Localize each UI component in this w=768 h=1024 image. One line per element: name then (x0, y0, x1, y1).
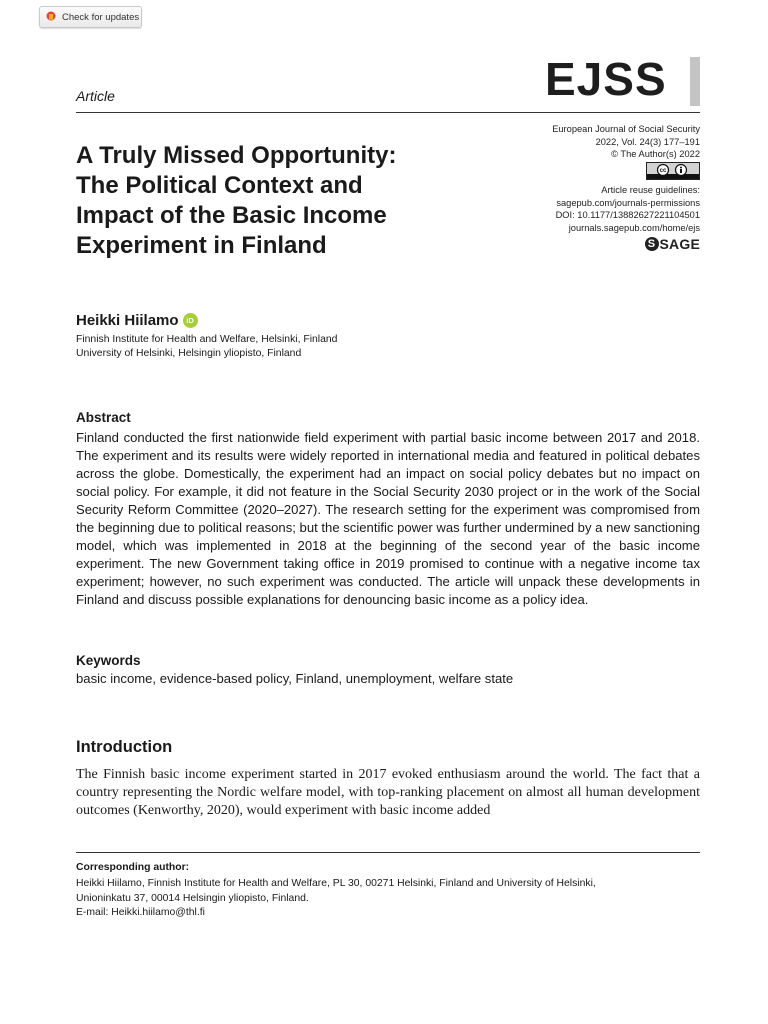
title-line: Impact of the Basic Income (76, 202, 387, 229)
doi[interactable]: DOI: 10.1177/13882627221104501 (555, 210, 700, 220)
introduction-heading: Introduction (76, 738, 173, 756)
corresponding-line: Unioninkatu 37, 00014 Helsingin yliopisto, Finland. (76, 892, 309, 904)
affiliation: Finnish Institute for Health and Welfare, Helsinki, Finland (76, 334, 338, 345)
author (76, 312, 198, 329)
publisher-logo (645, 236, 700, 252)
keywords-heading: Keywords (76, 653, 141, 668)
corresponding-author-details (76, 877, 700, 921)
logo-accent-bar (690, 57, 700, 106)
title-line: A Truly Missed Opportunity: (76, 142, 397, 169)
author-name: Heikki Hiilamo (76, 312, 179, 329)
check-for-updates-button[interactable] (39, 6, 142, 28)
introduction-text: The Finnish basic income experiment started in 2017 evoked enthusiasm around the world. The fact that a country representing the Nordic welfare model, with top-ranking placement on almost all human development outcomes (Kenworthy, 2020), would experiment with basic income added (76, 767, 700, 818)
title-line: Experiment in Finland (76, 232, 327, 259)
publication-metadata (440, 123, 700, 234)
keywords-text: basic income, evidence-based policy, Finland, unemployment, welfare state (76, 671, 514, 686)
publisher-name: SAGE (659, 236, 700, 252)
title-line: The Political Context and (76, 172, 363, 199)
copyright: © The Author(s) 2022 (611, 149, 700, 159)
reuse-label: Article reuse guidelines: (601, 185, 700, 195)
journal-name: European Journal of Social Security (552, 124, 700, 134)
article-type: Article (76, 88, 115, 104)
journal-logo: EJSS (545, 53, 667, 105)
orcid-icon[interactable]: iD (183, 313, 198, 328)
sage-s-icon: S (645, 237, 659, 251)
bookmark-icon (46, 11, 56, 23)
corresponding-line: Heikki Hiilamo, Finnish Institute for Health and Welfare, PL 30, 00271 Helsinki, Finland and University of Helsinki, (76, 878, 596, 889)
affiliation: University of Helsinki, Helsingin yliopisto, Finland (76, 348, 302, 359)
creative-commons-by-icon[interactable] (646, 162, 700, 180)
footnote-divider (76, 852, 700, 853)
svg-text:cc: cc (659, 167, 667, 174)
journal-homepage-link[interactable]: journals.sagepub.com/home/ejs (568, 222, 700, 233)
affiliations (76, 333, 337, 361)
volume-info: 2022, Vol. 24(3) 177–191 (595, 136, 700, 147)
corresponding-author-heading: Corresponding author: (76, 862, 190, 873)
corresponding-email[interactable]: E-mail: Heikki.hiilamo@thl.fi (76, 907, 205, 918)
check-for-updates-label: Check for updates (62, 11, 140, 23)
abstract-heading: Abstract (76, 410, 131, 425)
header-divider (76, 112, 700, 113)
abstract-text: Finland conducted the first nationwide field experiment with partial basic income between 2017 and 2018. The experiment and its results were widely reported in international media and featured in political debates across the globe. Domestically, the experiment had an impact on social policy debates but no impact on social policy. For example, it did not feature in the Social Security 2030 project or in the work of the Social Security Reform Committee (2020–2027). The research setting for the experiment was compromised from the beginning due to political reasons; but the scientific power was further undermined by a new sanctioning model, which was implemented in 2018 at the beginning of the second year of the basic income experiment. The new Government taking office in 2019 promised to continue with a negative income tax experiment; however, no such experiment was conducted. The article will unpack these developments in Finland and discuss possible explanations for denouncing basic income as a policy idea. (76, 430, 700, 607)
reuse-link[interactable]: sagepub.com/journals-permissions (556, 197, 700, 208)
